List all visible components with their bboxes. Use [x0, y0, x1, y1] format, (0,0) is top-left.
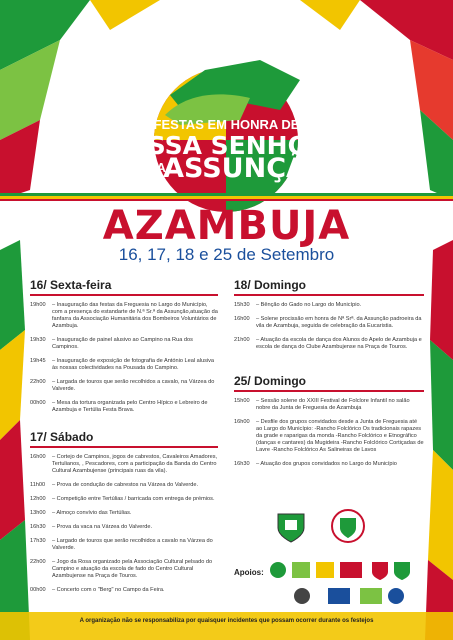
event-time: 00h00	[30, 587, 46, 593]
event-time: 19h00	[30, 302, 46, 308]
event-time: 16h00	[30, 454, 46, 460]
event-text: – Prova de condução de cabrestos na Várzea do Valverde.	[52, 482, 199, 488]
title-line-4: ASSUNÇÃO	[163, 153, 330, 184]
event-time: 15h30	[234, 302, 250, 308]
right-column	[234, 278, 424, 358]
day-title: 17/ Sábado	[30, 430, 218, 448]
event-text: – Cortejo de Campinos, jogos de cabrestos, Cavaleiros Amadores, Tertulianos, , Pescadores, com a participação da Banda do Centro Cultural Azambujense (principais ruas da vila).	[52, 454, 218, 474]
event-item	[234, 461, 424, 468]
event-item	[234, 419, 424, 454]
event-time: 16h30	[234, 461, 250, 467]
event-text: – Prova da vaca na Várzea do Valverde.	[52, 524, 153, 530]
day-block-17	[30, 430, 218, 594]
event-text: – Solene procissão em honra de Nª Srª. da Assunção padroeira da vila de Azambuja, seguida de celebração da Eucaristia.	[256, 316, 422, 329]
event-time: 15h00	[234, 398, 250, 404]
title-line-2: NOSSA SENHORA	[105, 131, 348, 160]
event-item	[30, 524, 218, 531]
footer-disclaimer: A organização não se responsabiliza por quaisquer incidentes que possam ocorrer durante os festejos	[79, 618, 374, 624]
event-time: 00h00	[30, 400, 46, 406]
event-text: – Inauguração de exposição de fotografia de António Leal alusiva às nossas colectividades na Pousada do Campino.	[52, 358, 215, 371]
event-text: – Mesa da tortura organizada pelo Centro Hípico e Lebreiro de Azambuja e Tertúlia Festa Brava.	[52, 400, 208, 413]
sponsor-logo-9-icon	[360, 588, 382, 604]
event-item	[30, 400, 218, 414]
day-title: 25/ Domingo	[234, 374, 424, 392]
title-line-1: FESTAS EM HONRA DE	[153, 117, 300, 132]
event-time: 19h30	[30, 337, 46, 343]
event-text: – Bênção do Gado no Largo do Município.	[256, 302, 362, 308]
sponsor-logo-6-icon	[394, 562, 410, 580]
event-time: 16h30	[30, 524, 46, 530]
left-column	[30, 278, 218, 421]
event-time: 16h00	[234, 316, 250, 322]
sponsor-logo-1-icon	[270, 562, 286, 578]
event-item	[234, 398, 424, 412]
sponsor-logo-4-icon	[340, 562, 362, 578]
event-time: 13h00	[30, 510, 46, 516]
event-text: – Largada de touros que serão recolhidos a cavalo, na Várzea do Valverde.	[52, 379, 215, 392]
event-text: – Sessão solene do XXIII Festival de Folclore Infantil no salão nobre da Junta de Freguesia de Azambuja	[256, 398, 410, 411]
event-item	[30, 379, 218, 393]
sponsor-logo-5-icon	[372, 562, 388, 580]
left-column-2	[30, 430, 218, 601]
day-title: 16/ Sexta-feira	[30, 278, 218, 296]
event-item	[30, 559, 218, 580]
event-time: 17h30	[30, 538, 46, 544]
sponsor-logo-3-icon	[316, 562, 334, 578]
event-item	[30, 358, 218, 372]
event-text: – Inauguração das festas da Freguesia no Largo do Município, com a presença do estandarte de N.ª Sr.ª da Assunção,atuação da fanfarra da Associação Humanitária dos Bombeiros Voluntários de Azambuja.	[52, 302, 218, 329]
event-text: – Jogo da Rosa organizado pela Associação Cultural pelsado do Campino e atuação da escola de fado do Centro Cultural Azambujense na Praça de Touros.	[52, 559, 213, 579]
event-text: – Largado de touros que serão recolhidos a cavalo na Várzea do Valverde.	[52, 538, 213, 551]
day-block-16	[30, 278, 218, 414]
apoios-label: Apoios:	[234, 568, 264, 577]
day-title: 18/ Domingo	[234, 278, 424, 296]
sponsor-logo-2-icon	[292, 562, 310, 578]
event-item	[30, 454, 218, 475]
sponsor-logos	[268, 560, 418, 608]
event-item	[234, 337, 424, 351]
festival-dates: 16, 17, 18 e 25 de Setembro	[118, 245, 335, 264]
event-item	[30, 482, 218, 489]
event-text: – Concerto com o "Berg" no Campo da Feira.	[52, 587, 165, 593]
sponsor-logo-7-icon	[294, 588, 310, 604]
event-text: – Almoço convívio das Tertúlias.	[52, 510, 132, 516]
event-time: 16h00	[234, 419, 250, 425]
event-text: – Inauguração de painel alusivo ao Campino na Rua dos Campinos.	[52, 337, 193, 350]
event-item	[234, 316, 424, 330]
event-item	[30, 496, 218, 503]
event-text: – Desfile dos grupos convidados desde a Junta de Freguesia até ao Largo do Município: -Rancho Folclórico Os tradicionais rapazes da grade e raparigas da monda -Rancho Folclórico e Etnográfico (danças e cantares) da Mugideira -Rancho Folclórico Cortiçadas de Lavre -Rancho Folclórico As Salineiras de Lavos	[256, 419, 424, 453]
event-time: 19h45	[30, 358, 46, 364]
sponsor-logo-10-icon	[388, 588, 404, 604]
parish-crest-icon	[330, 508, 366, 544]
event-time: 21h00	[234, 337, 250, 343]
municipality-crest-icon	[276, 510, 306, 544]
event-time: 22h00	[30, 559, 46, 565]
event-time: 22h00	[30, 379, 46, 385]
event-time: 11h00	[30, 482, 46, 488]
day-block-25	[234, 374, 424, 468]
event-item	[234, 302, 424, 309]
event-item	[30, 302, 218, 330]
city-name: AZAMBUJA	[102, 203, 351, 249]
event-item	[30, 337, 218, 351]
event-item	[30, 510, 218, 517]
sponsor-logo-8-icon	[328, 588, 350, 604]
event-text: – Competição entre Tertúlias / barricada com entrega de prémios.	[52, 496, 215, 502]
day-block-18	[234, 278, 424, 351]
event-text: – Atuação dos grupos convidados no Largo do Município	[256, 461, 397, 467]
title-line-3: DA	[147, 160, 166, 175]
event-item	[30, 587, 218, 594]
event-time: 12h00	[30, 496, 46, 502]
right-column-2	[234, 374, 424, 475]
event-item	[30, 538, 218, 552]
event-text: – Atuação da escola de dança dos Alunos do Apelo de Azambuja e escola de dança do Clube Azambujense na Praça de Touros.	[256, 337, 422, 350]
